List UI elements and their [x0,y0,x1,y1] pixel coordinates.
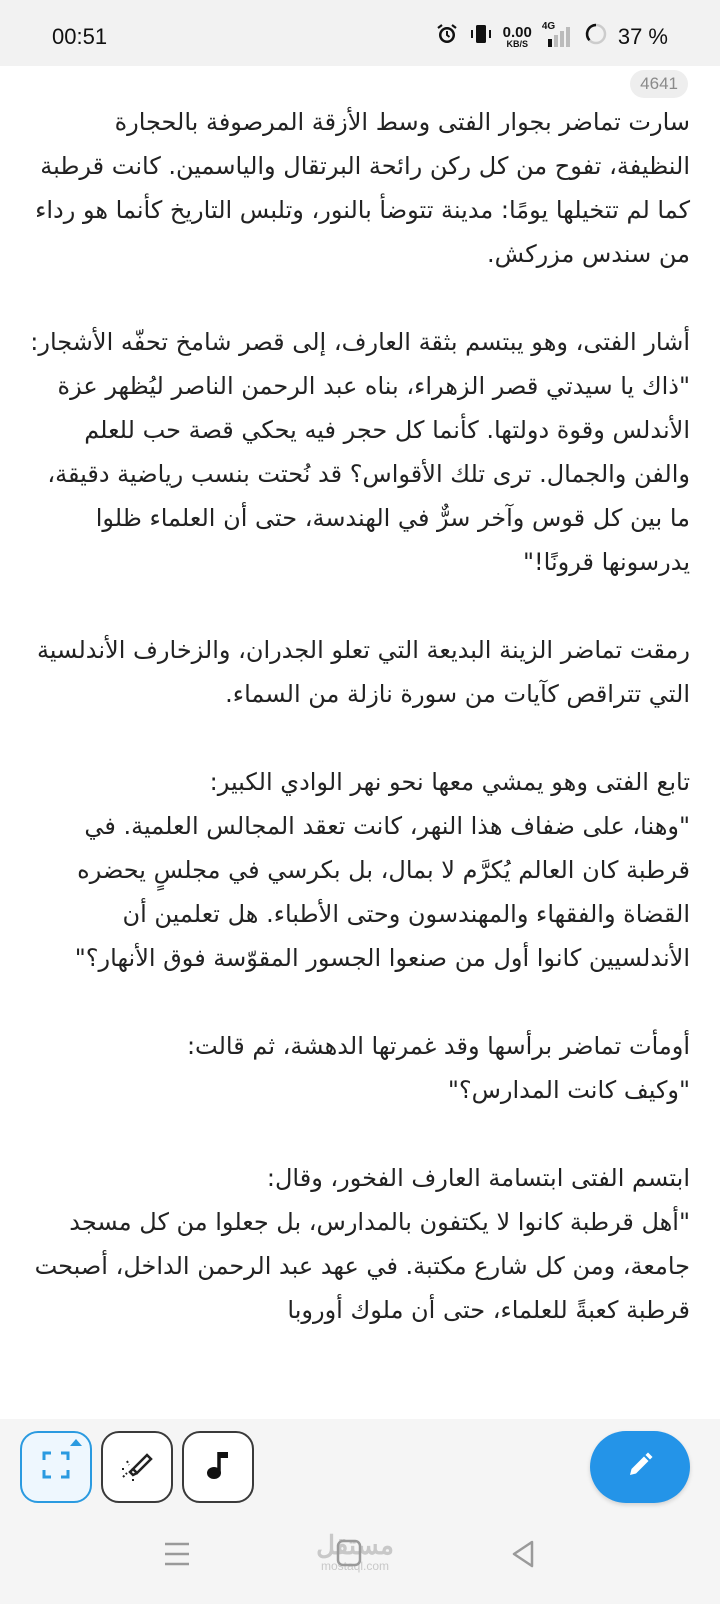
network-speed-value: 0.00 [502,23,532,41]
bottom-toolbar [0,1419,720,1509]
back-triangle-icon [510,1539,536,1569]
highlighter-button[interactable] [101,1431,173,1503]
battery-icon [584,22,608,51]
watermark-arabic: مستقل [316,1530,394,1560]
status-time: 00:51 [52,24,108,49]
paragraph: ابتسم الفتى ابتسامة العارف الفخور، وقال: "أهل قرطبة كانوا لا يكتفون بالمدارس، بل جعلوا من كل مسجد جامعة، ومن كل شارع مكتبة. في عهد عبد الرحمن الداخل، أصبحت قرطبة كعبةً للعلماء، حتى أن ملوك أوروبا [34,1164,690,1324]
network-type: 4G [541,20,556,32]
network-speed [503,25,532,49]
vibrate-icon [469,22,493,51]
music-button[interactable] [182,1431,254,1503]
fullscreen-button[interactable] [20,1431,92,1503]
caret-up-icon [70,1439,82,1446]
signal-icon [541,20,574,49]
back-button[interactable] [510,1539,536,1573]
word-count-badge: 4641 [630,70,688,98]
status-icons [435,22,668,51]
highlighter-icon [119,1447,155,1487]
pencil-icon [625,1450,655,1484]
menu-icon [163,1539,191,1569]
recent-apps-button[interactable] [163,1539,191,1573]
edit-fab-button[interactable] [590,1431,690,1503]
fullscreen-icon [41,1450,71,1484]
watermark-english: mostaql.com [320,1559,390,1573]
paragraph: رمقت تماضر الزينة البديعة التي تعلو الجدران، والزخارف الأندلسية التي تتراقص كآيات من سورة نازلة من السماء. [36,636,690,708]
battery-level: 37 % [617,23,668,49]
paragraph: تابع الفتى وهو يمشي معها نحو نهر الوادي الكبير: "وهنا، على ضفاف هذا النهر، كانت تعقد المجالس العلمية. في قرطبة كان العالم يُكرَّم لا بمال، بل بكرسي في مجلسٍ يحضره القضاة والفقهاء والمهندسون وحتى الأطباء. هل تعلمين أن الأندلسيين كانوا أول من صنعوا الجسور المقوّسة فوق الأنهار؟" [74,768,690,972]
navigation-bar [0,1509,720,1604]
alarm-icon [435,22,459,51]
paragraph: سارت تماضر بجوار الفتى وسط الأزقة المرصوفة بالحجارة النظيفة، تفوح من كل ركن رائحة البرتقال والياسمين. كانت قرطبة كما لم تتخيلها يومًا: مدينة تتوضأ بالنور، وتلبس التاريخ كأنما هو رداء من سندس مزركش. [35,108,690,268]
network-speed-unit: KB/S [506,38,528,49]
paragraph: أومأت تماضر برأسها وقد غمرتها الدهشة، ثم قالت: "وكيف كانت المدارس؟" [186,1032,690,1104]
home-button[interactable] [336,1539,362,1571]
music-note-icon [203,1448,233,1486]
article-text[interactable] [30,100,690,1376]
home-icon [336,1539,362,1567]
reader-page[interactable] [0,66,720,1419]
status-bar [0,0,720,66]
paragraph: أشار الفتى، وهو يبتسم بثقة العارف، إلى قصر شامخ تحفّه الأشجار: "ذاك يا سيدتي قصر الزهراء، بناه عبد الرحمن الناصر ليُظهر عزة الأندلس وقوة دولتها. كأنما كل حجر فيه يحكي قصة حب للعلم والفن والجمال. ترى تلك الأقواس؟ قد نُحتت بنسب رياضية دقيقة، ما بين كل قوس وآخر سرٌّ في الهندسة، حتى أن العلماء ظلوا يدرسونها قرونًا!" [30,328,690,576]
